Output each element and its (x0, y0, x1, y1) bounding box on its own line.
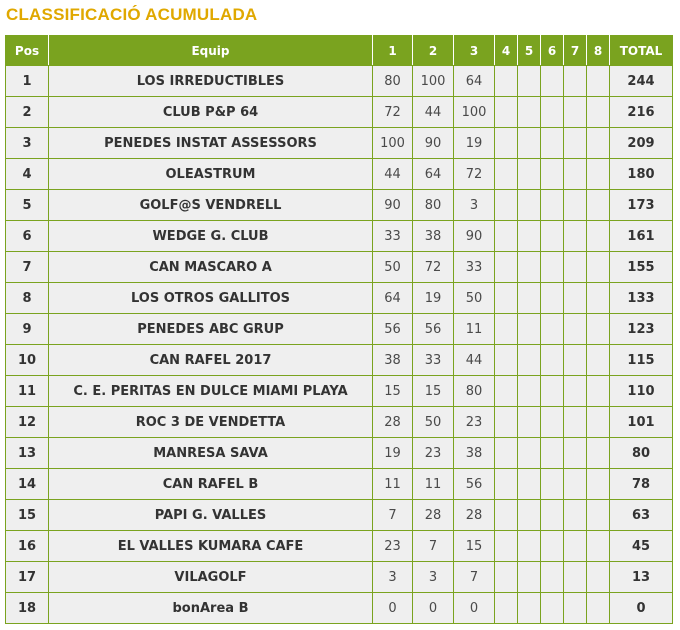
table-row (6, 128, 673, 159)
round-1-score-cell: 38 (373, 345, 413, 376)
round-4-score-cell (495, 283, 518, 314)
standings-table (5, 35, 673, 624)
round-8-score-cell (587, 159, 610, 190)
team-name-cell: EL VALLES KUMARA CAFE (49, 531, 373, 562)
team-name-cell: CLUB P&P 64 (49, 97, 373, 128)
position-cell: 12 (6, 407, 49, 438)
round-8-score-cell (587, 500, 610, 531)
round-5-score-cell (518, 221, 541, 252)
table-row (6, 500, 673, 531)
round-2-score-cell: 19 (413, 283, 454, 314)
round-1-score-cell: 19 (373, 438, 413, 469)
round-8-score-cell (587, 190, 610, 221)
total-cell: 133 (610, 283, 673, 314)
position-cell: 14 (6, 469, 49, 500)
round-4-score-cell (495, 66, 518, 97)
round-8-score-cell (587, 66, 610, 97)
round-5-score-cell (518, 469, 541, 500)
round-3-score-cell: 23 (454, 407, 495, 438)
round-1-score-cell: 50 (373, 252, 413, 283)
team-name-cell: LOS OTROS GALLITOS (49, 283, 373, 314)
round-5-score-cell (518, 562, 541, 593)
total-cell: 123 (610, 314, 673, 345)
round-8-score-cell (587, 562, 610, 593)
table-row (6, 407, 673, 438)
round-4-score-cell (495, 376, 518, 407)
round-2-score-cell: 7 (413, 531, 454, 562)
round-8-score-cell (587, 345, 610, 376)
round-1-score-cell: 72 (373, 97, 413, 128)
round-2-score-cell: 64 (413, 159, 454, 190)
team-name-cell: VILAGOLF (49, 562, 373, 593)
round-3-score-cell: 19 (454, 128, 495, 159)
table-row (6, 97, 673, 128)
header-round-3: 3 (454, 36, 495, 66)
table-row (6, 283, 673, 314)
round-8-score-cell (587, 438, 610, 469)
round-6-score-cell (541, 469, 564, 500)
round-1-score-cell: 100 (373, 128, 413, 159)
position-cell: 15 (6, 500, 49, 531)
round-7-score-cell (564, 221, 587, 252)
position-cell: 3 (6, 128, 49, 159)
round-1-score-cell: 3 (373, 562, 413, 593)
round-8-score-cell (587, 97, 610, 128)
table-row (6, 345, 673, 376)
round-6-score-cell (541, 531, 564, 562)
round-6-score-cell (541, 283, 564, 314)
round-1-score-cell: 44 (373, 159, 413, 190)
round-8-score-cell (587, 128, 610, 159)
round-4-score-cell (495, 593, 518, 624)
round-7-score-cell (564, 345, 587, 376)
total-cell: 161 (610, 221, 673, 252)
round-6-score-cell (541, 314, 564, 345)
round-8-score-cell (587, 221, 610, 252)
round-4-score-cell (495, 407, 518, 438)
position-cell: 6 (6, 221, 49, 252)
header-total: TOTAL (610, 36, 673, 66)
round-6-score-cell (541, 97, 564, 128)
round-1-score-cell: 0 (373, 593, 413, 624)
round-5-score-cell (518, 376, 541, 407)
round-2-score-cell: 33 (413, 345, 454, 376)
round-3-score-cell: 0 (454, 593, 495, 624)
round-2-score-cell: 44 (413, 97, 454, 128)
round-8-score-cell (587, 593, 610, 624)
round-4-score-cell (495, 128, 518, 159)
round-1-score-cell: 7 (373, 500, 413, 531)
round-8-score-cell (587, 531, 610, 562)
round-5-score-cell (518, 500, 541, 531)
round-8-score-cell (587, 283, 610, 314)
round-5-score-cell (518, 438, 541, 469)
position-cell: 1 (6, 66, 49, 97)
round-7-score-cell (564, 469, 587, 500)
team-name-cell: OLEASTRUM (49, 159, 373, 190)
round-7-score-cell (564, 500, 587, 531)
round-7-score-cell (564, 159, 587, 190)
round-5-score-cell (518, 97, 541, 128)
team-name-cell: C. E. PERITAS EN DULCE MIAMI PLAYA (49, 376, 373, 407)
total-cell: 115 (610, 345, 673, 376)
round-7-score-cell (564, 314, 587, 345)
round-2-score-cell: 72 (413, 252, 454, 283)
round-5-score-cell (518, 531, 541, 562)
round-8-score-cell (587, 314, 610, 345)
round-7-score-cell (564, 66, 587, 97)
table-row (6, 159, 673, 190)
round-3-score-cell: 50 (454, 283, 495, 314)
table-row (6, 376, 673, 407)
position-cell: 13 (6, 438, 49, 469)
position-cell: 2 (6, 97, 49, 128)
total-cell: 155 (610, 252, 673, 283)
round-5-score-cell (518, 128, 541, 159)
round-2-score-cell: 50 (413, 407, 454, 438)
round-3-score-cell: 11 (454, 314, 495, 345)
position-cell: 8 (6, 283, 49, 314)
round-4-score-cell (495, 252, 518, 283)
round-8-score-cell (587, 252, 610, 283)
total-cell: 45 (610, 531, 673, 562)
position-cell: 4 (6, 159, 49, 190)
round-4-score-cell (495, 562, 518, 593)
team-name-cell: CAN RAFEL B (49, 469, 373, 500)
header-round-2: 2 (413, 36, 454, 66)
table-row (6, 531, 673, 562)
round-2-score-cell: 15 (413, 376, 454, 407)
team-name-cell: bonArea B (49, 593, 373, 624)
round-2-score-cell: 11 (413, 469, 454, 500)
table-row (6, 438, 673, 469)
team-name-cell: GOLF@S VENDRELL (49, 190, 373, 221)
total-cell: 63 (610, 500, 673, 531)
total-cell: 80 (610, 438, 673, 469)
round-5-score-cell (518, 66, 541, 97)
round-1-score-cell: 90 (373, 190, 413, 221)
round-1-score-cell: 28 (373, 407, 413, 438)
header-row (6, 36, 673, 66)
position-cell: 16 (6, 531, 49, 562)
round-3-score-cell: 3 (454, 190, 495, 221)
round-3-score-cell: 7 (454, 562, 495, 593)
round-1-score-cell: 11 (373, 469, 413, 500)
table-row (6, 66, 673, 97)
header-round-6: 6 (541, 36, 564, 66)
round-7-score-cell (564, 252, 587, 283)
round-3-score-cell: 33 (454, 252, 495, 283)
total-cell: 110 (610, 376, 673, 407)
round-3-score-cell: 90 (454, 221, 495, 252)
round-4-score-cell (495, 314, 518, 345)
round-6-score-cell (541, 190, 564, 221)
round-5-score-cell (518, 314, 541, 345)
round-2-score-cell: 3 (413, 562, 454, 593)
header-pos: Pos (6, 36, 49, 66)
round-6-score-cell (541, 500, 564, 531)
header-round-7: 7 (564, 36, 587, 66)
round-3-score-cell: 38 (454, 438, 495, 469)
round-7-score-cell (564, 593, 587, 624)
round-2-score-cell: 38 (413, 221, 454, 252)
round-8-score-cell (587, 407, 610, 438)
round-5-score-cell (518, 345, 541, 376)
round-5-score-cell (518, 593, 541, 624)
position-cell: 5 (6, 190, 49, 221)
position-cell: 17 (6, 562, 49, 593)
round-7-score-cell (564, 438, 587, 469)
round-1-score-cell: 64 (373, 283, 413, 314)
round-4-score-cell (495, 500, 518, 531)
round-3-score-cell: 64 (454, 66, 495, 97)
round-7-score-cell (564, 407, 587, 438)
header-round-4: 4 (495, 36, 518, 66)
round-2-score-cell: 90 (413, 128, 454, 159)
position-cell: 9 (6, 314, 49, 345)
round-3-score-cell: 28 (454, 500, 495, 531)
round-5-score-cell (518, 407, 541, 438)
round-8-score-cell (587, 376, 610, 407)
table-row (6, 314, 673, 345)
total-cell: 78 (610, 469, 673, 500)
round-3-score-cell: 72 (454, 159, 495, 190)
header-round-8: 8 (587, 36, 610, 66)
round-5-score-cell (518, 252, 541, 283)
team-name-cell: MANRESA SAVA (49, 438, 373, 469)
round-6-score-cell (541, 376, 564, 407)
team-name-cell: WEDGE G. CLUB (49, 221, 373, 252)
round-1-score-cell: 33 (373, 221, 413, 252)
round-7-score-cell (564, 531, 587, 562)
total-cell: 0 (610, 593, 673, 624)
table-row (6, 252, 673, 283)
round-3-score-cell: 100 (454, 97, 495, 128)
total-cell: 180 (610, 159, 673, 190)
round-8-score-cell (587, 469, 610, 500)
table-row (6, 221, 673, 252)
round-2-score-cell: 28 (413, 500, 454, 531)
round-2-score-cell: 100 (413, 66, 454, 97)
total-cell: 101 (610, 407, 673, 438)
position-cell: 18 (6, 593, 49, 624)
round-7-score-cell (564, 376, 587, 407)
round-6-score-cell (541, 252, 564, 283)
team-name-cell: CAN MASCARO A (49, 252, 373, 283)
round-4-score-cell (495, 221, 518, 252)
table-row (6, 562, 673, 593)
round-5-score-cell (518, 283, 541, 314)
position-cell: 11 (6, 376, 49, 407)
round-5-score-cell (518, 190, 541, 221)
round-1-score-cell: 23 (373, 531, 413, 562)
table-row (6, 190, 673, 221)
round-7-score-cell (564, 190, 587, 221)
round-6-score-cell (541, 128, 564, 159)
round-6-score-cell (541, 66, 564, 97)
header-round-5: 5 (518, 36, 541, 66)
total-cell: 173 (610, 190, 673, 221)
round-6-score-cell (541, 562, 564, 593)
round-6-score-cell (541, 221, 564, 252)
team-name-cell: PENEDES ABC GRUP (49, 314, 373, 345)
round-2-score-cell: 23 (413, 438, 454, 469)
round-7-score-cell (564, 283, 587, 314)
team-name-cell: ROC 3 DE VENDETTA (49, 407, 373, 438)
team-name-cell: CAN RAFEL 2017 (49, 345, 373, 376)
round-6-score-cell (541, 159, 564, 190)
round-1-score-cell: 80 (373, 66, 413, 97)
round-4-score-cell (495, 531, 518, 562)
round-7-score-cell (564, 128, 587, 159)
round-1-score-cell: 56 (373, 314, 413, 345)
total-cell: 209 (610, 128, 673, 159)
round-5-score-cell (518, 159, 541, 190)
team-name-cell: PAPI G. VALLES (49, 500, 373, 531)
header-round-1: 1 (373, 36, 413, 66)
round-4-score-cell (495, 345, 518, 376)
round-6-score-cell (541, 407, 564, 438)
round-2-score-cell: 80 (413, 190, 454, 221)
total-cell: 244 (610, 66, 673, 97)
round-4-score-cell (495, 159, 518, 190)
round-6-score-cell (541, 593, 564, 624)
position-cell: 10 (6, 345, 49, 376)
round-4-score-cell (495, 469, 518, 500)
total-cell: 13 (610, 562, 673, 593)
table-row (6, 469, 673, 500)
round-6-score-cell (541, 438, 564, 469)
round-4-score-cell (495, 438, 518, 469)
round-3-score-cell: 80 (454, 376, 495, 407)
team-name-cell: PENEDES INSTAT ASSESSORS (49, 128, 373, 159)
total-cell: 216 (610, 97, 673, 128)
round-6-score-cell (541, 345, 564, 376)
table-row (6, 593, 673, 624)
round-3-score-cell: 56 (454, 469, 495, 500)
round-4-score-cell (495, 97, 518, 128)
round-4-score-cell (495, 190, 518, 221)
header-team: Equip (49, 36, 373, 66)
round-1-score-cell: 15 (373, 376, 413, 407)
page-title: CLASSIFICACIÓ ACUMULADA (6, 5, 258, 24)
round-3-score-cell: 15 (454, 531, 495, 562)
round-7-score-cell (564, 562, 587, 593)
round-7-score-cell (564, 97, 587, 128)
round-3-score-cell: 44 (454, 345, 495, 376)
position-cell: 7 (6, 252, 49, 283)
round-2-score-cell: 56 (413, 314, 454, 345)
team-name-cell: LOS IRREDUCTIBLES (49, 66, 373, 97)
round-2-score-cell: 0 (413, 593, 454, 624)
